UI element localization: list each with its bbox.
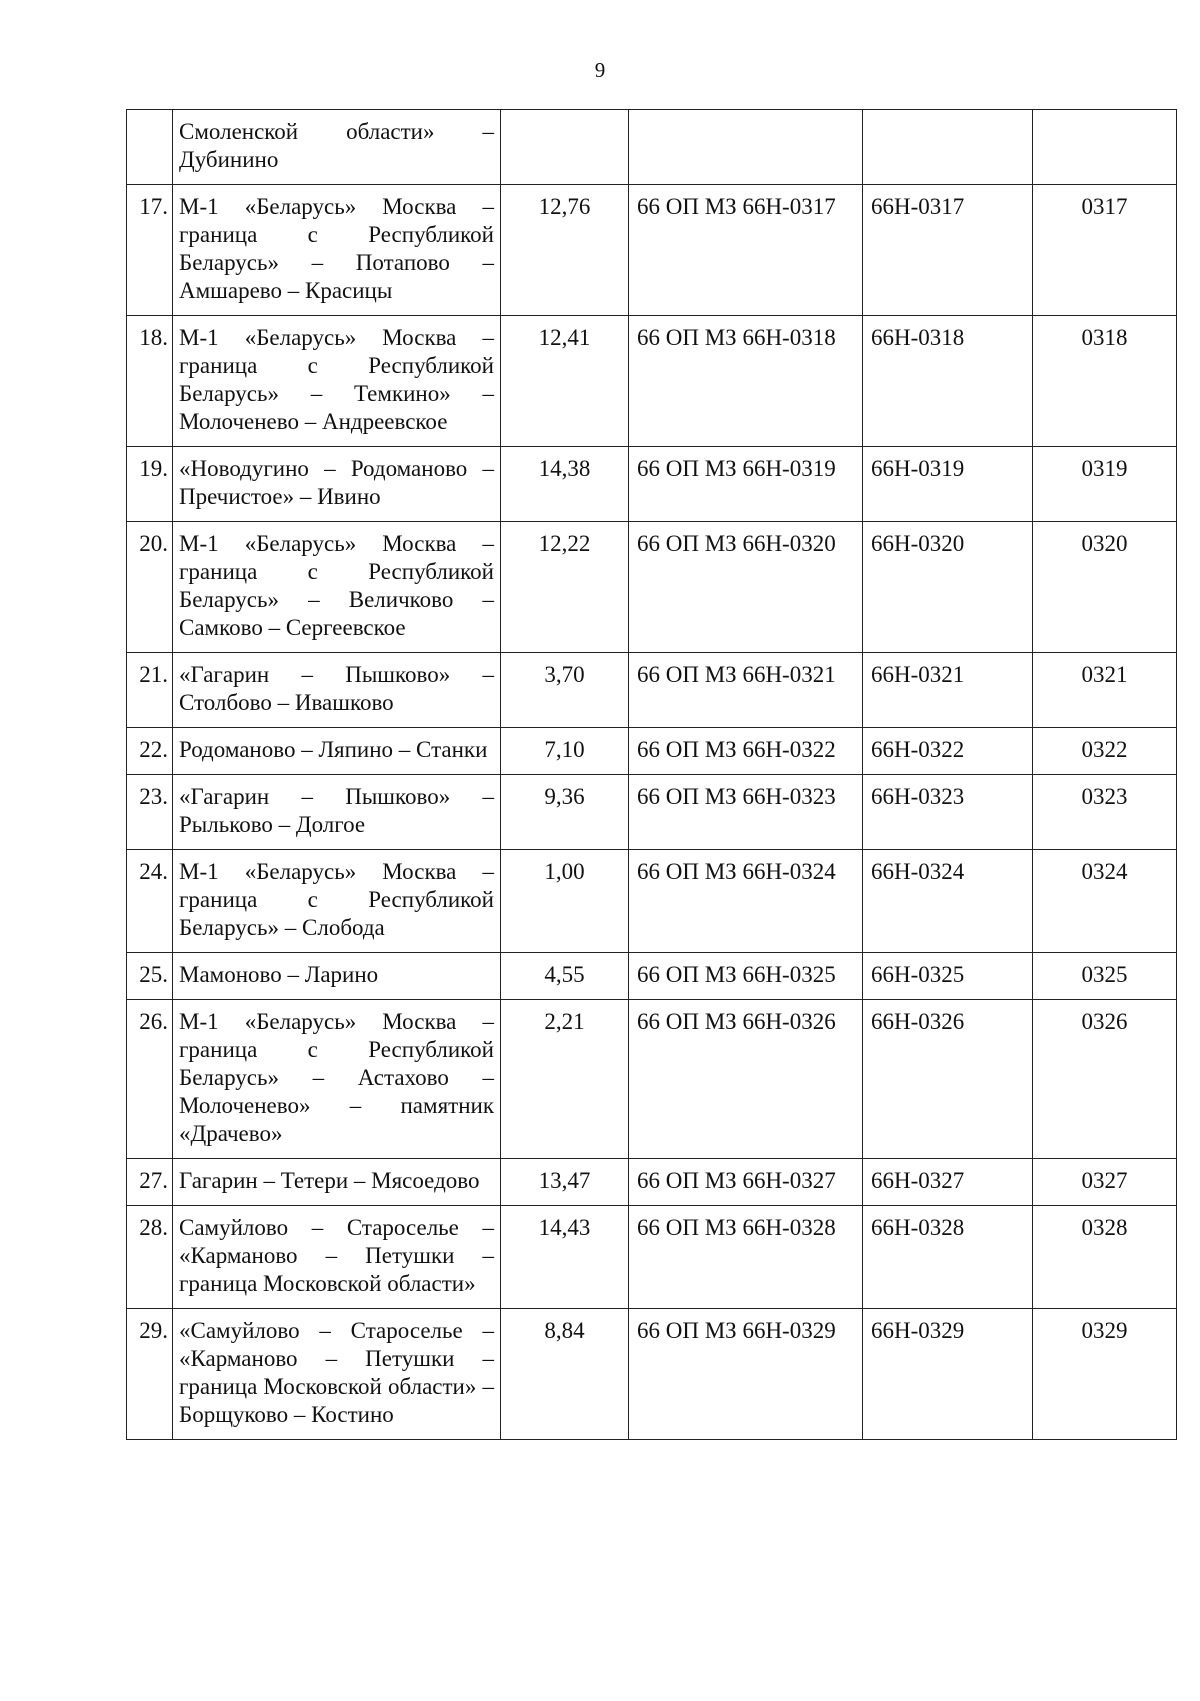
road-code: 0329: [1033, 1309, 1177, 1440]
row-number: 22.: [127, 728, 173, 775]
table-row: [127, 522, 1177, 653]
table-row: [127, 1159, 1177, 1206]
road-short-id: 66Н-0325: [863, 953, 1033, 1000]
road-name: М-1 «Беларусь» Москва – граница с Республикой Беларусь» – Слобода: [173, 850, 501, 953]
road-full-id: 66 ОП МЗ 66Н-0322: [629, 728, 863, 775]
table-row: [127, 1000, 1177, 1159]
road-short-id: 66Н-0320: [863, 522, 1033, 653]
road-length: 9,36: [501, 775, 629, 850]
road-code: 0317: [1033, 185, 1177, 316]
road-name: «Гагарин – Пышково» – Столбово – Ивашково: [173, 653, 501, 728]
row-number: 21.: [127, 653, 173, 728]
row-number: 29.: [127, 1309, 173, 1440]
road-length: 13,47: [501, 1159, 629, 1206]
road-length: 4,55: [501, 953, 629, 1000]
road-name: М-1 «Беларусь» Москва – граница с Республикой Беларусь» – Темкино» – Молоченево – Андреевское: [173, 316, 501, 447]
table-row: [127, 775, 1177, 850]
row-number: 17.: [127, 185, 173, 316]
row-number: 20.: [127, 522, 173, 653]
page-number: 9: [594, 58, 606, 82]
road-length: 8,84: [501, 1309, 629, 1440]
road-code: 0319: [1033, 447, 1177, 522]
road-short-id: 66Н-0329: [863, 1309, 1033, 1440]
row-number: 25.: [127, 953, 173, 1000]
row-number: 18.: [127, 316, 173, 447]
road-full-id: 66 ОП МЗ 66Н-0324: [629, 850, 863, 953]
road-short-id: 66Н-0321: [863, 653, 1033, 728]
road-name: Самуйлово – Староселье – «Карманово – Петушки – граница Московской области»: [173, 1206, 501, 1309]
road-code: 0321: [1033, 653, 1177, 728]
road-name: Гагарин – Тетери – Мясоедово: [173, 1159, 501, 1206]
road-length: 12,41: [501, 316, 629, 447]
road-length: 12,22: [501, 522, 629, 653]
road-full-id: 66 ОП МЗ 66Н-0319: [629, 447, 863, 522]
road-code: 0324: [1033, 850, 1177, 953]
table-row: [127, 953, 1177, 1000]
table-row: [127, 850, 1177, 953]
road-length: 12,76: [501, 185, 629, 316]
road-name: «Новодугино – Родоманово – Пречистое» – Ивино: [173, 447, 501, 522]
table-row: [127, 1309, 1177, 1440]
road-length: 2,21: [501, 1000, 629, 1159]
roads-table: [126, 109, 1177, 1440]
road-short-id: 66Н-0317: [863, 185, 1033, 316]
road-name: Смоленской области» – Дубинино: [173, 110, 501, 185]
road-full-id: 66 ОП МЗ 66Н-0328: [629, 1206, 863, 1309]
road-code: 0323: [1033, 775, 1177, 850]
road-code: 0320: [1033, 522, 1177, 653]
road-short-id: 66Н-0318: [863, 316, 1033, 447]
road-full-id: [629, 110, 863, 185]
road-name: «Самуйлово – Староселье – «Карманово – Петушки – граница Московской области» – Борщуково – Костино: [173, 1309, 501, 1440]
road-full-id: 66 ОП МЗ 66Н-0329: [629, 1309, 863, 1440]
road-length: 14,43: [501, 1206, 629, 1309]
road-full-id: 66 ОП МЗ 66Н-0327: [629, 1159, 863, 1206]
road-short-id: 66Н-0324: [863, 850, 1033, 953]
road-full-id: 66 ОП МЗ 66Н-0318: [629, 316, 863, 447]
road-full-id: 66 ОП МЗ 66Н-0317: [629, 185, 863, 316]
road-full-id: 66 ОП МЗ 66Н-0320: [629, 522, 863, 653]
road-code: 0318: [1033, 316, 1177, 447]
row-number: 28.: [127, 1206, 173, 1309]
row-number: [127, 110, 173, 185]
road-name: М-1 «Беларусь» Москва – граница с Республикой Беларусь» – Величково – Самково – Сергеевское: [173, 522, 501, 653]
roads-table-body: [127, 110, 1177, 1440]
road-short-id: 66Н-0326: [863, 1000, 1033, 1159]
road-length: [501, 110, 629, 185]
road-name: М-1 «Беларусь» Москва – граница с Республикой Беларусь» – Астахово – Молоченево» – памятник «Драчево»: [173, 1000, 501, 1159]
table-row: [127, 1206, 1177, 1309]
road-short-id: [863, 110, 1033, 185]
table-row: [127, 728, 1177, 775]
table-row: [127, 110, 1177, 185]
road-short-id: 66Н-0323: [863, 775, 1033, 850]
road-length: 1,00: [501, 850, 629, 953]
row-number: 24.: [127, 850, 173, 953]
table-row: [127, 316, 1177, 447]
road-name: Родоманово – Ляпино – Станки: [173, 728, 501, 775]
road-short-id: 66Н-0319: [863, 447, 1033, 522]
road-code: 0327: [1033, 1159, 1177, 1206]
road-full-id: 66 ОП МЗ 66Н-0326: [629, 1000, 863, 1159]
road-code: 0325: [1033, 953, 1177, 1000]
road-code: 0322: [1033, 728, 1177, 775]
road-name: М-1 «Беларусь» Москва – граница с Республикой Беларусь» – Потапово – Амшарево – Красицы: [173, 185, 501, 316]
road-full-id: 66 ОП МЗ 66Н-0321: [629, 653, 863, 728]
road-short-id: 66Н-0322: [863, 728, 1033, 775]
road-full-id: 66 ОП МЗ 66Н-0323: [629, 775, 863, 850]
road-code: 0328: [1033, 1206, 1177, 1309]
row-number: 26.: [127, 1000, 173, 1159]
road-name: Мамоново – Ларино: [173, 953, 501, 1000]
road-length: 3,70: [501, 653, 629, 728]
road-length: 14,38: [501, 447, 629, 522]
table-row: [127, 185, 1177, 316]
row-number: 27.: [127, 1159, 173, 1206]
road-code: 0326: [1033, 1000, 1177, 1159]
road-name: «Гагарин – Пышково» – Рыльково – Долгое: [173, 775, 501, 850]
row-number: 19.: [127, 447, 173, 522]
road-code: [1033, 110, 1177, 185]
road-short-id: 66Н-0328: [863, 1206, 1033, 1309]
road-length: 7,10: [501, 728, 629, 775]
table-row: [127, 653, 1177, 728]
road-full-id: 66 ОП МЗ 66Н-0325: [629, 953, 863, 1000]
road-short-id: 66Н-0327: [863, 1159, 1033, 1206]
table-row: [127, 447, 1177, 522]
row-number: 23.: [127, 775, 173, 850]
